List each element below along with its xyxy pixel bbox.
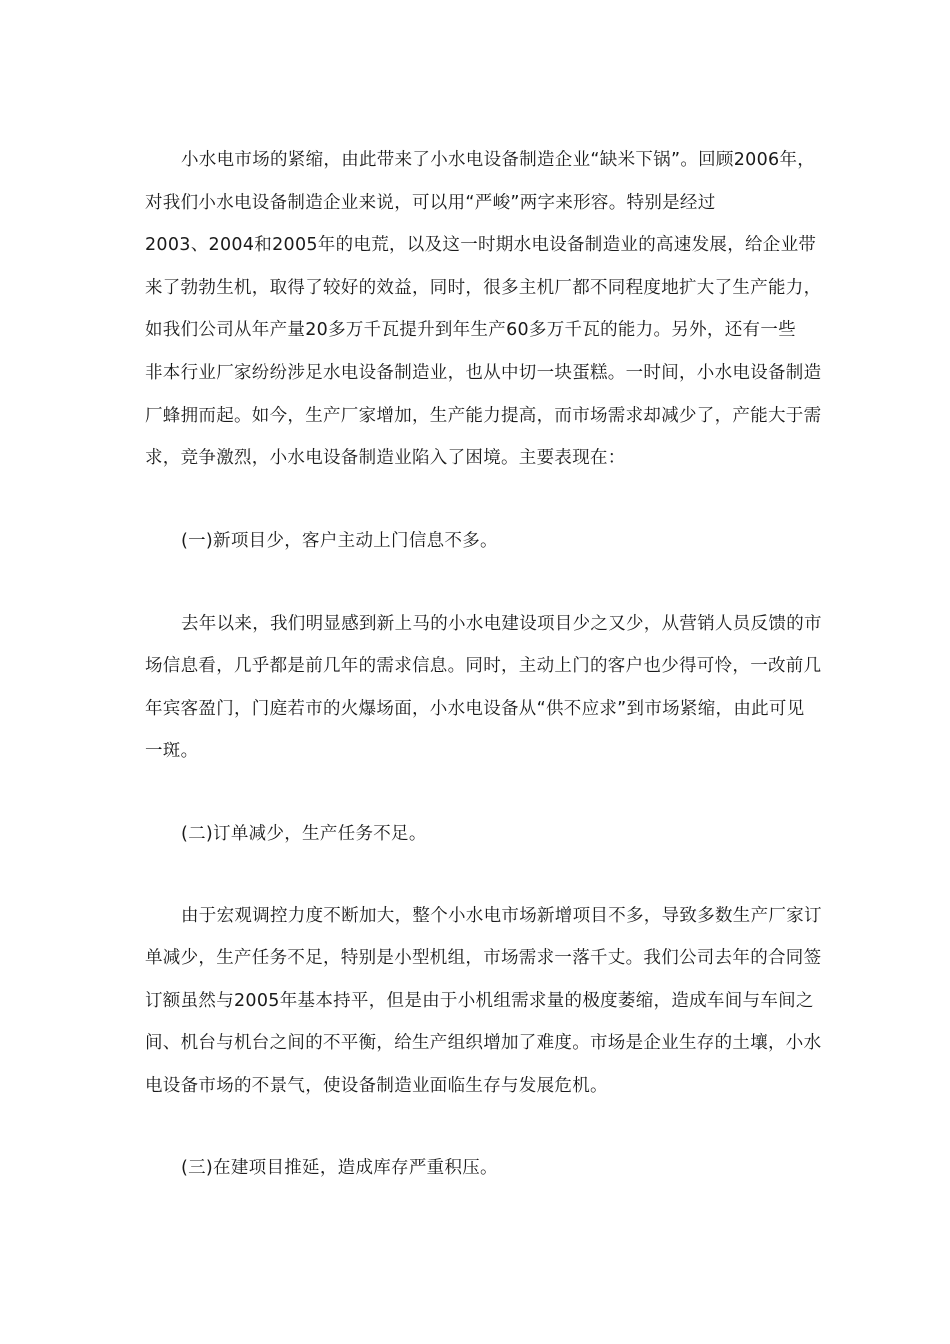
text-line: 小水电市场的紧缩，由此带来了小水电设备制造企业“缺米下锅”。回顾2006年， xyxy=(181,150,816,170)
section-heading-2: (二)订单减少，生产任务不足。 xyxy=(181,824,427,844)
text-line: 非本行业厂家纷纷涉足水电设备制造业，也从中切一块蛋糕。一时间，小水电设备制造 xyxy=(145,363,822,383)
text-line: 间、机台与机台之间的不平衡，给生产组织增加了难度。市场是企业生存的土壤，小水 xyxy=(145,1033,822,1053)
text-line: 电设备市场的不景气，使设备制造业面临生存与发展危机。 xyxy=(145,1076,608,1096)
text-line: 场信息看，几乎都是前几年的需求信息。同时，主动上门的客户也少得可怜，一改前几 xyxy=(145,656,822,676)
section-heading-3: (三)在建项目推延，造成库存严重积压。 xyxy=(181,1158,498,1178)
text-line: 求，竞争激烈，小水电设备制造业陷入了困境。主要表现在： xyxy=(145,448,626,468)
text-line: 如我们公司从年产量20多万千瓦提升到年生产60多万千瓦的能力。另外，还有一些 xyxy=(145,320,796,340)
text-line: 来了勃勃生机，取得了较好的效益，同时，很多主机厂都不同程度地扩大了生产能力， xyxy=(145,278,822,298)
text-line: 年宾客盈门，门庭若市的火爆场面，小水电设备从“供不应求”到市场紧缩，由此可见 xyxy=(145,699,805,719)
text-line: 订额虽然与2005年基本持平，但是由于小机组需求量的极度萎缩，造成车间与车间之 xyxy=(145,991,814,1011)
text-line: 单减少，生产任务不足，特别是小型机组，市场需求一落千丈。我们公司去年的合同签 xyxy=(145,948,822,968)
section-heading-1: (一)新项目少，客户主动上门信息不多。 xyxy=(181,531,498,551)
text-line: 去年以来，我们明显感到新上马的小水电建设项目少之又少，从营销人员反馈的市 xyxy=(181,614,822,634)
text-line: 厂蜂拥而起。如今，生产厂家增加，生产能力提高，而市场需求却减少了，产能大于需 xyxy=(145,406,822,426)
text-line: 2003、2004和2005年的电荒，以及这一时期水电设备制造业的高速发展，给企业带 xyxy=(145,235,817,255)
text-line: 一斑。 xyxy=(145,741,199,761)
text-line: 由于宏观调控力度不断加大，整个小水电市场新增项目不多，导致多数生产厂家订 xyxy=(181,906,822,926)
text-line: 对我们小水电设备制造企业来说，可以用“严峻”两字来形容。特别是经过 xyxy=(145,193,716,213)
